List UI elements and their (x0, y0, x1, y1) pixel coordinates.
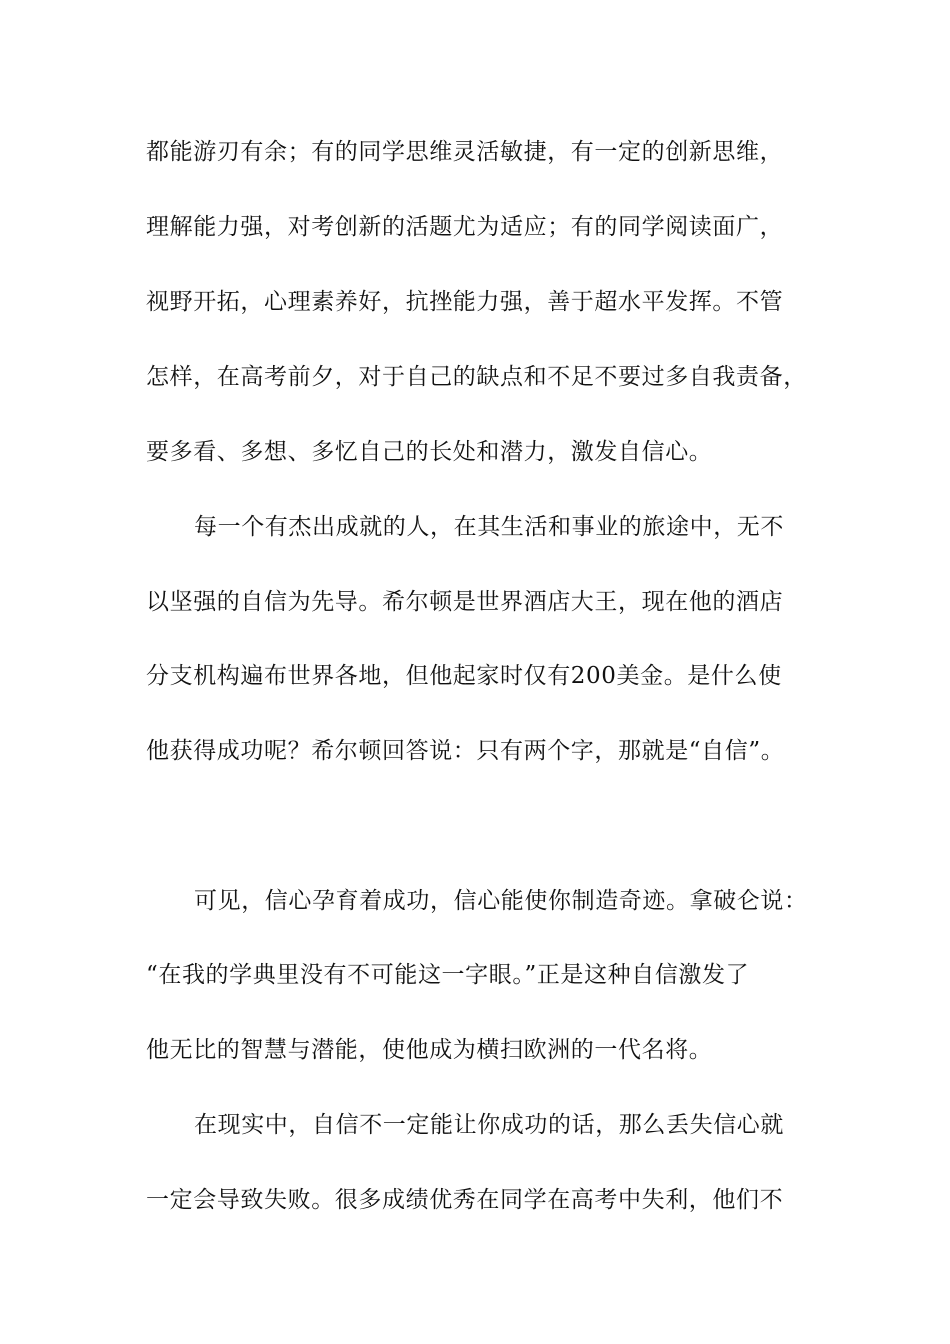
text-line: 视野开拓，心理素养好，抗挫能力强，善于超水平发挥。不管 (146, 289, 784, 315)
text-line: 他无比的智慧与潜能，使他成为横扫欧洲的一代名将。 (146, 1037, 713, 1063)
text-line: 他获得成功呢？希尔顿回答说：只有两个字，那就是“自信”。 (146, 738, 785, 764)
text-line: 以坚强的自信为先导。希尔顿是世界酒店大王，现在他的酒店 (146, 589, 784, 615)
text-line: 都能游刃有余；有的同学思维灵活敏捷，有一定的创新思维， (146, 139, 784, 165)
paragraph-first-line: 在现实中，自信不一定能让你成功的话，那么丢失信心就 (194, 1112, 784, 1138)
text-line: 理解能力强，对考创新的活题尤为适应；有的同学阅读面广， (146, 214, 784, 240)
text-line: 要多看、多想、多忆自己的长处和潜力，激发自信心。 (146, 439, 713, 465)
text-line: “在我的学典里没有不可能这一字眼。”正是这种自信激发了 (146, 962, 750, 988)
text-line: 一定会导致失败。很多成绩优秀在同学在高考中失利，他们不 (146, 1187, 784, 1213)
text-line: 怎样，在高考前夕，对于自己的缺点和不足不要过多自我责备， (146, 364, 807, 390)
paragraph-first-line: 可见，信心孕育着成功，信心能使你制造奇迹。拿破仑说： (194, 888, 808, 914)
paragraph-first-line: 每一个有杰出成就的人，在其生活和事业的旅途中，无不 (194, 514, 784, 540)
text-line: 分支机构遍布世界各地，但他起家时仅有200美金。是什么使 (146, 663, 782, 689)
